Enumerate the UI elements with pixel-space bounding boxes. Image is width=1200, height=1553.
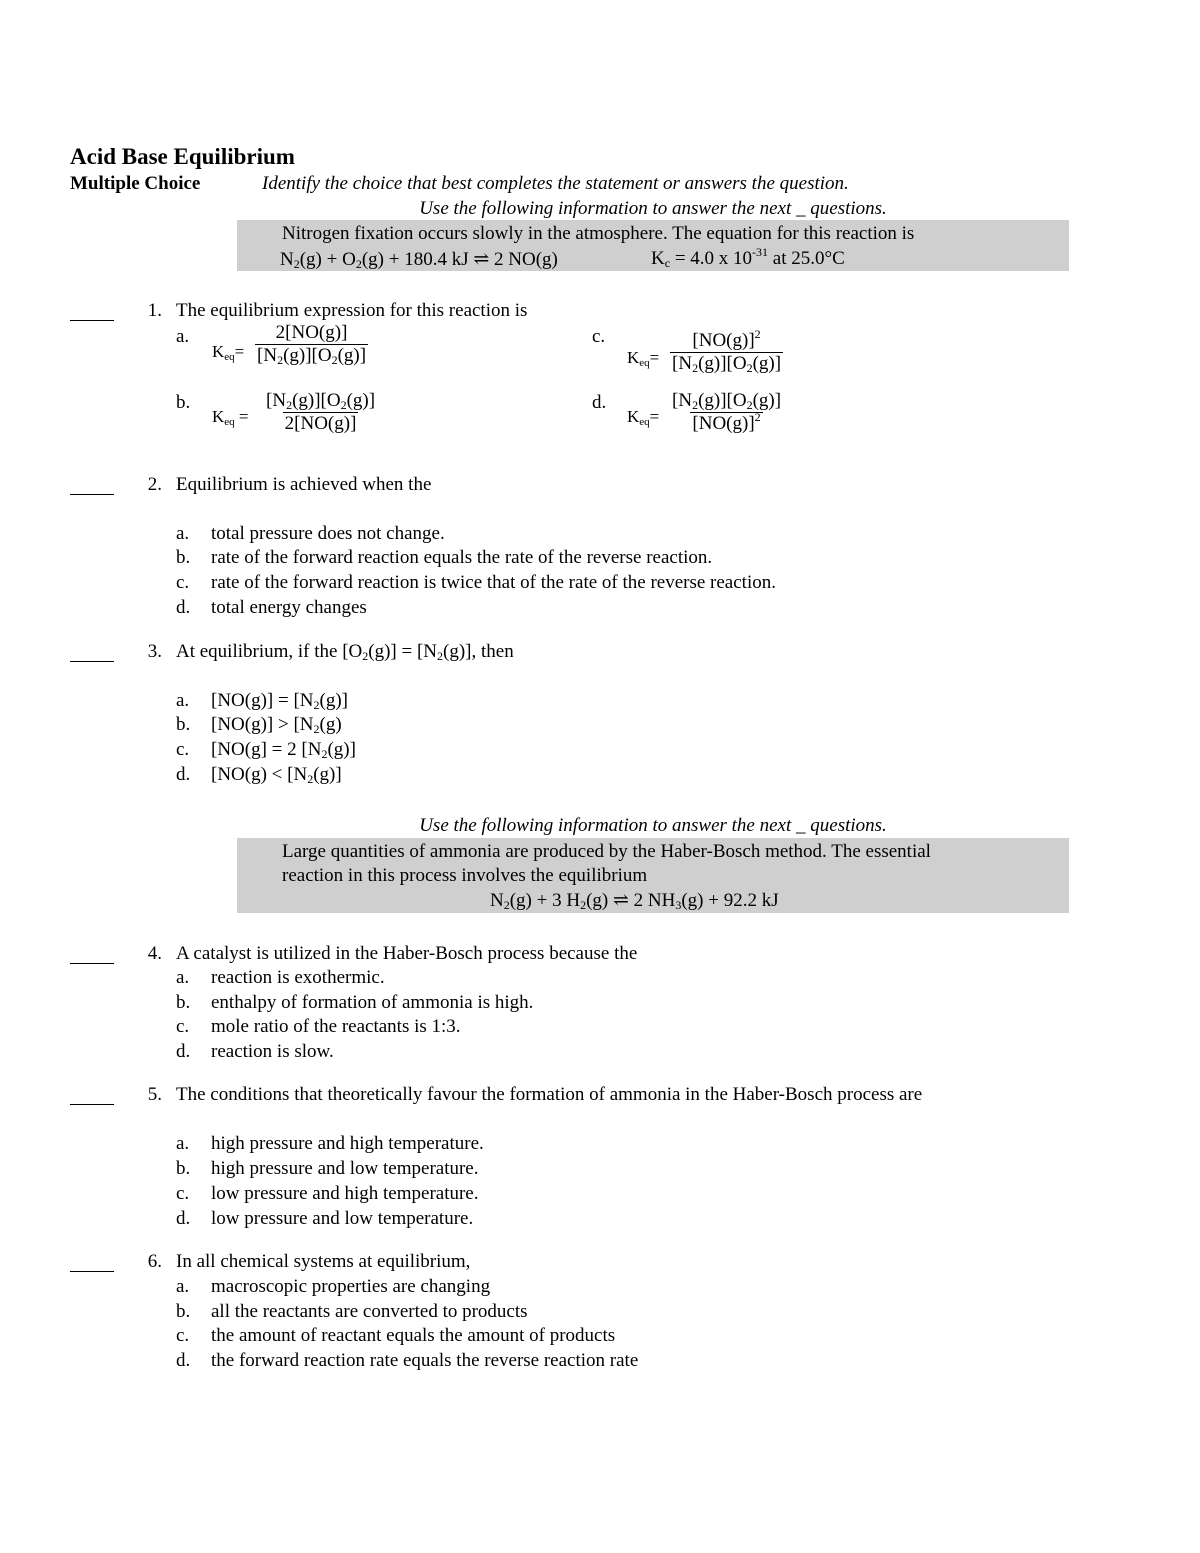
- option-letter: a.: [176, 1276, 190, 1297]
- answer-blank[interactable]: [70, 962, 114, 964]
- option-text: [$NO(g) < [N_2(g)]$: [211, 764, 342, 786]
- question-number: 3.: [147, 641, 162, 662]
- option-text: high pressure and low temperature.: [211, 1158, 479, 1179]
- option-letter: c.: [592, 326, 606, 347]
- question-number: 2.: [147, 474, 162, 495]
- option-letter: c.: [176, 572, 190, 593]
- answer-blank[interactable]: [70, 660, 114, 662]
- instructions: Identify the choice that best completes the statement or answers the question.: [262, 173, 849, 194]
- info-text: Nitrogen fixation occurs slowly in the atmosphere. The equation for this reaction is: [282, 223, 915, 244]
- option-text: macroscopic properties are changing: [211, 1276, 491, 1297]
- question-text: The equilibrium expression for this reaction is: [176, 300, 528, 321]
- option-text: the amount of reactant equals the amount of products: [211, 1325, 616, 1346]
- answer-blank[interactable]: [70, 493, 114, 495]
- info-instruction: Use the following information to answer the next _ questions.: [419, 815, 887, 836]
- option-letter: d.: [176, 1208, 191, 1229]
- keq-fraction-c: $\frac{[NO(g)]^2}{[N_2(g)][O_2(g)]}$: [672, 327, 782, 375]
- question-text: At equilibrium, if the $[O_2(g)] = [N_2(g)]$, then: [176, 641, 514, 663]
- kc-value: $K_c = 4.0$ x $10^{-31}$ at 25.0°C: [651, 245, 845, 270]
- option-letter: a.: [176, 326, 190, 347]
- option-text: mole ratio of the reactants is 1:3.: [211, 1016, 461, 1037]
- option-letter: a.: [176, 967, 190, 988]
- option-letter: b.: [176, 714, 191, 735]
- option-text: reaction is exothermic.: [211, 967, 385, 988]
- keq-fraction-b: $\frac{[N_2(g)][O_2(g)]}{2[NO(g)]}$: [266, 390, 376, 434]
- option-letter: c.: [176, 1325, 190, 1346]
- reaction-equation: $N_2(g) + O_2(g) + 180.4$ kJ ⇌ 2 NO(g): [280, 249, 558, 271]
- option-text: rate of the forward reaction equals the rate of the reverse reaction.: [211, 547, 713, 568]
- question-number: 5.: [147, 1084, 162, 1105]
- option-text: rate of the forward reaction is twice that of the rate of the reverse reaction.: [211, 572, 776, 593]
- info-instruction: Use the following information to answer the next _ questions.: [419, 198, 887, 219]
- option-text: the forward reaction rate equals the reverse reaction rate: [211, 1350, 639, 1371]
- option-letter: a.: [176, 1133, 190, 1154]
- option-letter: a.: [176, 690, 190, 711]
- option-letter: d.: [176, 1350, 191, 1371]
- answer-blank[interactable]: [70, 319, 114, 321]
- option-text: all the reactants are converted to products: [211, 1301, 528, 1322]
- question-number: 4.: [147, 943, 162, 964]
- option-letter: d.: [176, 764, 191, 785]
- question-text: The conditions that theoretically favour the formation of ammonia in the Haber-Bosch process are: [176, 1084, 923, 1105]
- option-letter: b.: [176, 1301, 191, 1322]
- option-text: reaction is slow.: [211, 1041, 334, 1062]
- keq-label: $K_{eq}=$: [212, 342, 245, 363]
- question-number: 6.: [147, 1251, 162, 1272]
- option-text: low pressure and high temperature.: [211, 1183, 479, 1204]
- info-box-ammonia: [237, 838, 1069, 913]
- answer-blank[interactable]: [70, 1270, 114, 1272]
- document-title: Acid Base Equilibrium: [70, 144, 295, 169]
- keq-fraction-d: $\frac{[N_2(g)][O_2(g)]}{[NO(g)]^2}$: [672, 390, 782, 434]
- option-letter: b.: [176, 1158, 191, 1179]
- reaction-equation: $N_2(g) + 3$ $H_2(g)$ ⇌ 2 $NH_3(g) + 92.2$ kJ: [490, 890, 779, 912]
- option-text: [NO(g] = 2 $[N_2(g)]$: [211, 739, 356, 761]
- option-text: $[NO(g)] > [N_2(g)$: [211, 714, 342, 736]
- equilibrium-arrow-icon: ⇌: [612, 890, 629, 911]
- question-text: A catalyst is utilized in the Haber-Bosch process because the: [176, 943, 638, 964]
- answer-blank[interactable]: [70, 1103, 114, 1105]
- option-letter: d.: [176, 597, 191, 618]
- question-text: Equilibrium is achieved when the: [176, 474, 432, 495]
- option-letter: d.: [176, 1041, 191, 1062]
- option-letter: c.: [176, 1183, 190, 1204]
- option-letter: a.: [176, 523, 190, 544]
- option-text: $[NO(g)] = [N_2(g)]$: [211, 690, 348, 712]
- keq-label: $K_{eq}=$: [627, 407, 660, 428]
- keq-label: $K_{eq}=$: [627, 348, 660, 369]
- question-number: 1.: [147, 300, 162, 321]
- option-letter: b.: [176, 392, 191, 413]
- option-letter: b.: [176, 992, 191, 1013]
- option-letter: b.: [176, 547, 191, 568]
- option-letter: c.: [176, 739, 190, 760]
- option-letter: c.: [176, 1016, 190, 1037]
- question-text: In all chemical systems at equilibrium,: [176, 1251, 471, 1272]
- keq-fraction-a: $\frac{2[NO(g)]}{[N_2(g)][O_2(g)]}$: [257, 322, 367, 367]
- equilibrium-arrow-icon: ⇌: [473, 249, 490, 270]
- option-text: low pressure and low temperature.: [211, 1208, 474, 1229]
- option-text: total energy changes: [211, 597, 367, 618]
- info-text: reaction in this process involves the equilibrium: [282, 865, 648, 886]
- info-text: Large quantities of ammonia are produced by the Haber-Bosch method. The essential: [282, 841, 931, 862]
- section-heading: Multiple Choice: [70, 173, 201, 194]
- keq-label: $K_{eq}$ =: [212, 407, 249, 428]
- option-letter: d.: [592, 392, 607, 413]
- option-text: high pressure and high temperature.: [211, 1133, 484, 1154]
- option-text: enthalpy of formation of ammonia is high.: [211, 992, 534, 1013]
- info-box-nitrogen: [237, 220, 1069, 271]
- option-text: total pressure does not change.: [211, 523, 445, 544]
